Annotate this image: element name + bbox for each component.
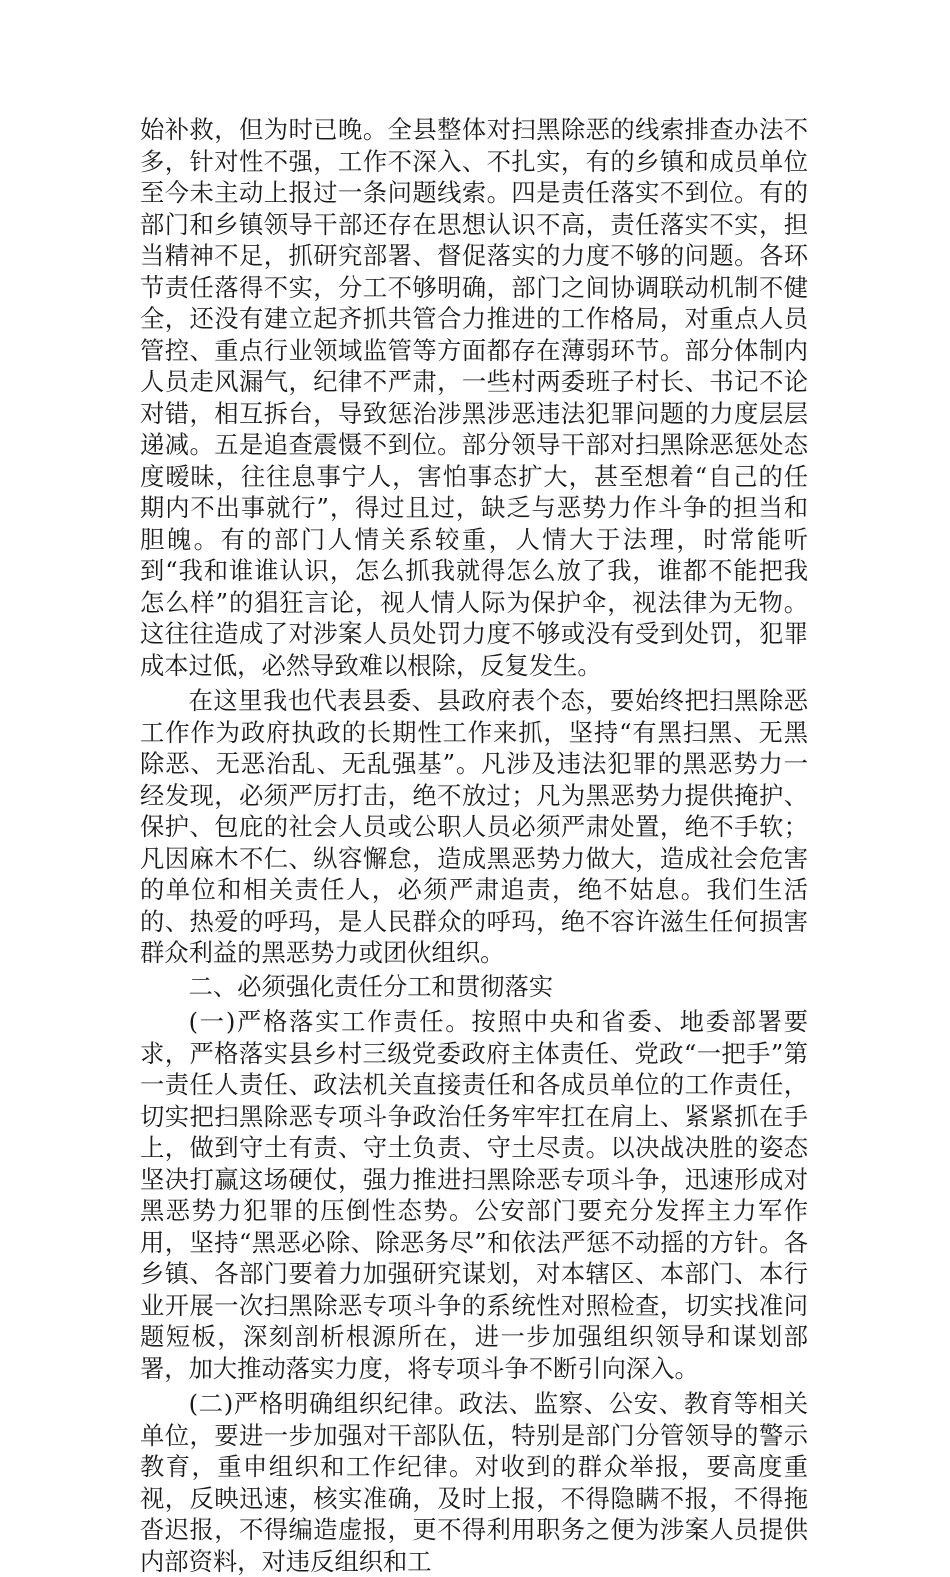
paragraph-continued: 始补救，但为时已晚。全县整体对扫黑除恶的线索排查办法不多，针对性不强，工作不深入、不扎实，有的乡镇和成员单位至今未主动上报过一条问题线索。四是责任落实不到位。有的部门和乡镇领导干部还存在思想认识不高，责任落实不实，担当精神不足，抓研究部署、督促落实的力度不够的问题。各环节责任落得不实，分工不够明确，部门之间协调联动机制不健全，还没有建立起齐抓共管合力推进的工作格局，对重点人员管控、重点行业领域监管等方面都存在薄弱环节。部分体制内人员走风漏气，纪律不严肃，一些村两委班子村长、书记不论对错，相互拆台，导致惩治涉黑涉恶违法犯罪问题的力度层层递减。五是追查震慑不到位。部分领导干部对扫黑除恶惩处态度暧昧，往往息事宁人，害怕事态扩大，甚至想着“自己的任期内不出事就行”，得过且过，缺乏与恶势力作斗争的担当和胆魄。有的部门人情关系较重，人情大于法理，时常能听到“我和谁谁认识，怎么抓我就得怎么放了我，谁都不能把我怎么样”的猖狂言论，视人情人际为保护伞，视法律为无物。这往往造成了对涉案人员处罚力度不够或没有受到处罚，犯罪成本过低，必然导致难以根除，反复发生。 <box>140 115 808 680</box>
paragraph-county-statement: 在这里我也代表县委、县政府表个态，要始终把扫黑除恶工作作为政府执政的长期性工作来抓，坚持“有黑扫黑、无黑除恶、无恶治乱、无乱强基”。凡涉及违法犯罪的黑恶势力一经发现，必须严厉打击，绝不放过；凡为黑恶势力提供掩护、保护、包庇的社会人员或公职人员必须严肃处置，绝不手软；凡因麻木不仁、纵容懈怠，造成黑恶势力做大，造成社会危害的单位和相关责任人，必须严肃追责，绝不姑息。我们生活的、热爱的呼玛，是人民群众的呼玛，绝不容许滋生任何损害群众利益的黑恶势力或团伙组织。 <box>140 686 808 967</box>
paragraph-subsection-1: (一)严格落实工作责任。按照中央和省委、地委部署要求，严格落实县乡村三级党委政府主体责任、党政“一把手”第一责任人责任、政法机关直接责任和各成员单位的工作责任，切实把扫黑除恶专项斗争政治任务牢牢扛在肩上、紧紧抓在手上，做到守土有责、守土负责、守土尽责。以决战决胜的姿态坚决打赢这场硬仗，强力推进扫黑除恶专项斗争，迅速形成对黑恶势力犯罪的压倒性态势。公安部门要充分发挥主力军作用，坚持“黑恶必除、除恶务尽”和依法严惩不动摇的方针。各乡镇、各部门要着力加强研究谋划，对本辖区、本部门、本行业开展一次扫黑除恶专项斗争的系统性对照检查，切实找准问题短板，深刻剖析根源所在，进一步加强组织领导和谋划部署，加大推动落实力度，将专项斗争不断引向深入。 <box>140 1007 808 1383</box>
paragraph-subsection-2: (二)严格明确组织纪律。政法、监察、公安、教育等相关单位，要进一步加强对干部队伍，特别是部门分管领导的警示教育，重申组织和工作纪律。对收到的群众举报，要高度重视，反映迅速，核实准确，及时上报，不得隐瞒不报，不得拖沓迟报，不得编造虚报，更不得利用职务之便为涉案人员提供内部资料，对违反组织和工 <box>140 1389 808 1576</box>
document-body <box>140 114 808 1577</box>
section-heading-2: 二、必须强化责任分工和贯彻落实 <box>188 971 554 1001</box>
